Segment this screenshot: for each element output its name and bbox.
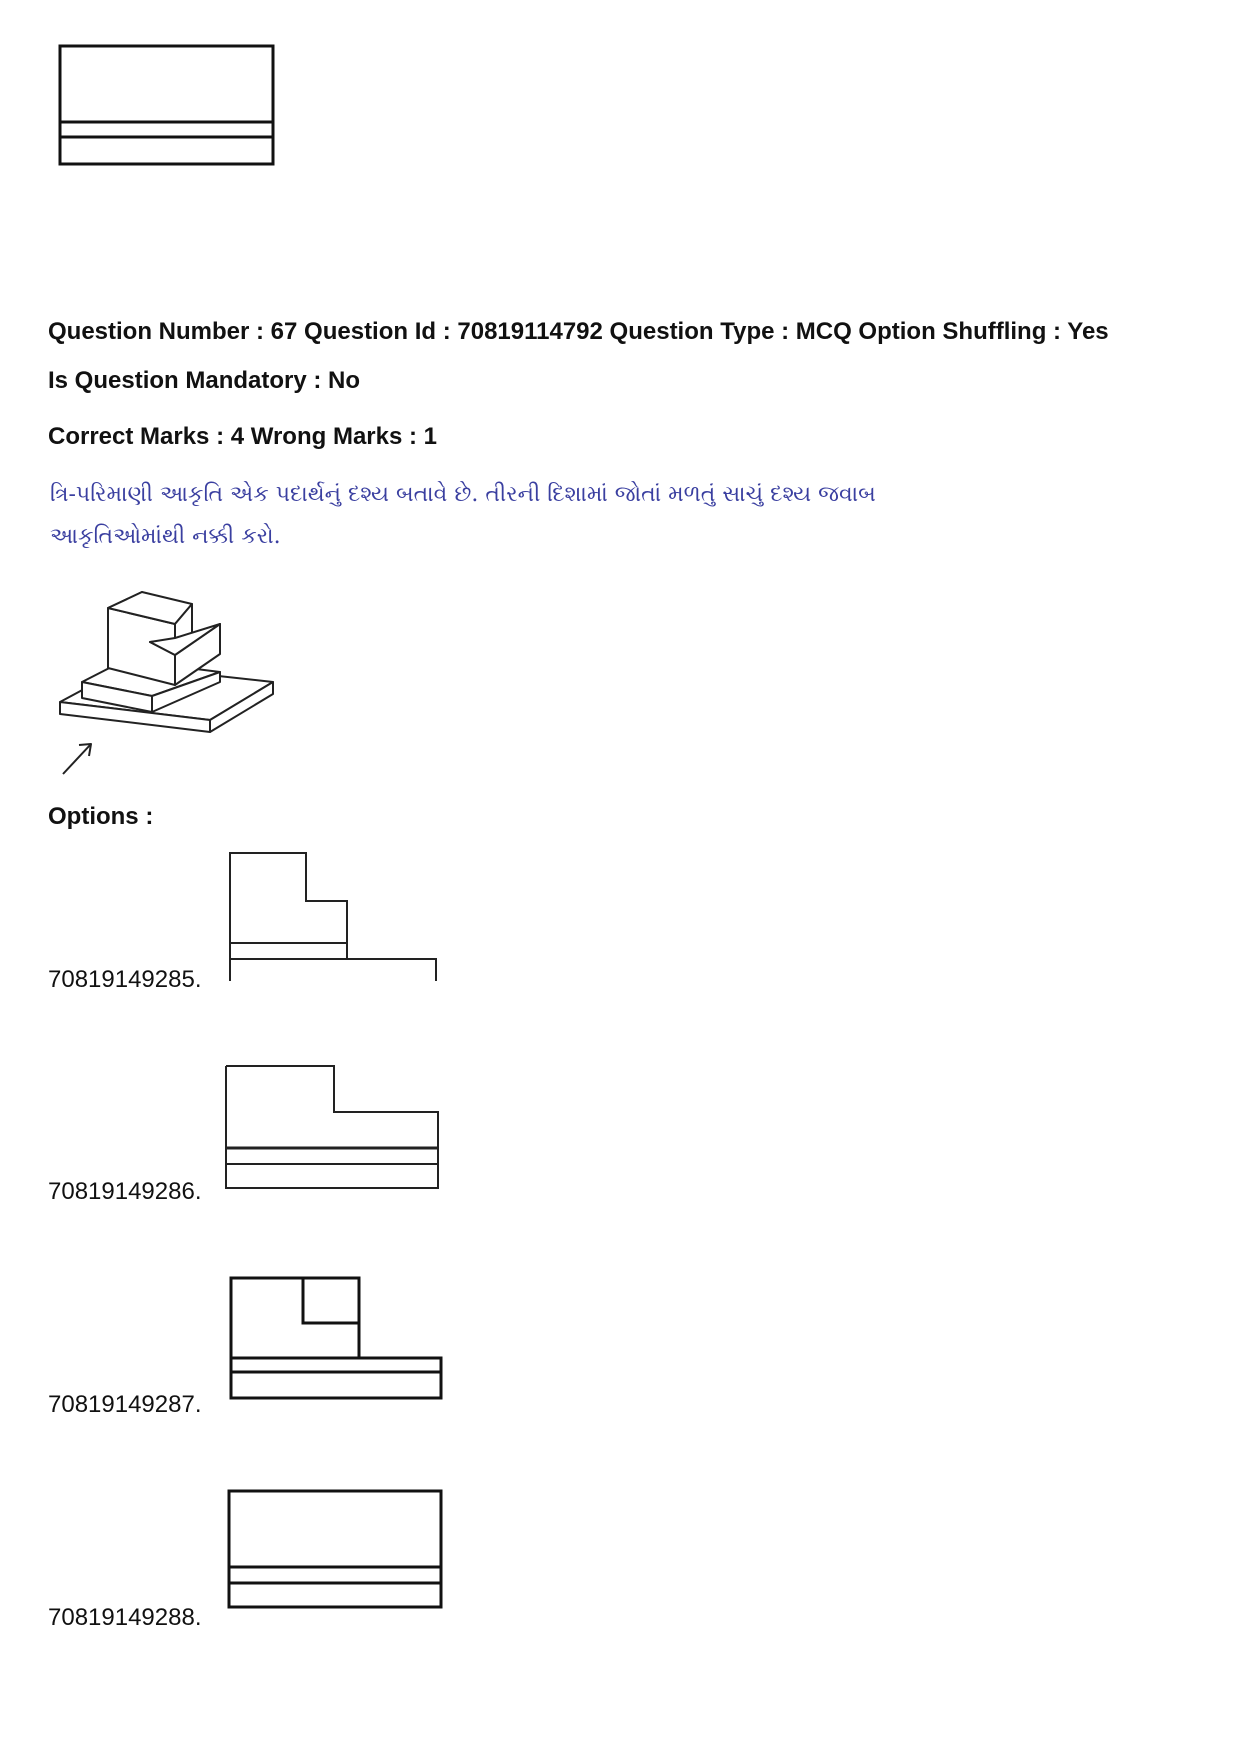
object-3d-figure xyxy=(55,580,285,780)
option-3-label[interactable]: 70819149287. xyxy=(48,1391,202,1418)
mandatory-line: Is Question Mandatory : No xyxy=(48,367,361,394)
option-4-label[interactable]: 70819149288. xyxy=(48,1604,202,1631)
option-1-figure[interactable] xyxy=(228,851,444,981)
option-3-figure[interactable] xyxy=(229,1276,445,1402)
option-2-label[interactable]: 70819149286. xyxy=(48,1178,202,1205)
options-heading: Options : xyxy=(48,803,154,830)
option-4-figure[interactable] xyxy=(227,1489,445,1611)
option-2-figure[interactable] xyxy=(224,1064,442,1194)
marks-line: Correct Marks : 4 Wrong Marks : 1 xyxy=(48,423,438,450)
question-text: ત્રિ-પરિમાણી આકૃતિ એક પદાર્થનું દશ્ય બતાવે છે. તીરની દિશામાં જોતાં મળતું સાચું દશ્ય જવાબ આકૃતિઓમાંથી નક્કી કરો. xyxy=(50,482,876,549)
option-1-label[interactable]: 70819149285. xyxy=(48,966,202,993)
previous-question-figure xyxy=(58,44,278,168)
question-header: Question Number : 67 Question Id : 70819114792 Question Type : MCQ Option Shuffling : Yes xyxy=(48,318,1109,345)
